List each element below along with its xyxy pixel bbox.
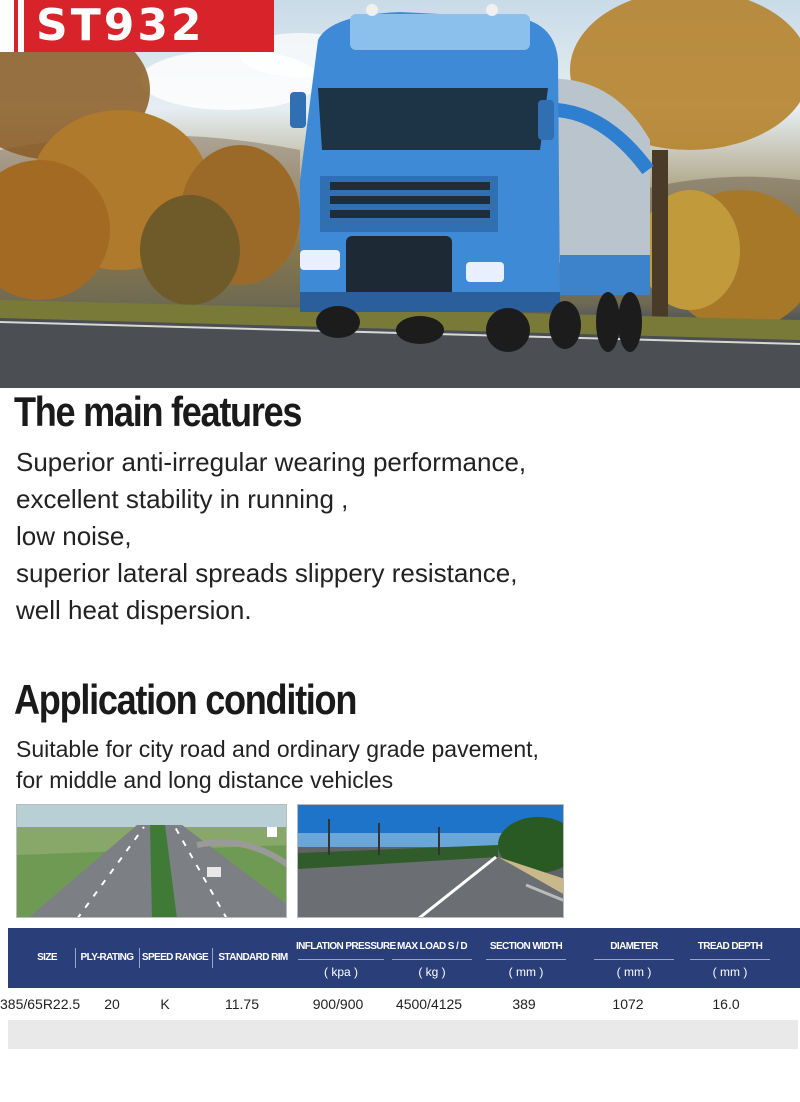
header-underline <box>594 959 674 960</box>
feature-item: well heat dispersion. <box>16 595 252 625</box>
cell-standard-rim: 11.75 <box>225 996 259 1012</box>
model-badge <box>0 0 274 52</box>
feature-item: superior lateral spreads slippery resistance, <box>16 558 518 588</box>
header-max-load: MAX LOAD S / D <box>397 941 467 952</box>
header-divider <box>139 948 140 968</box>
header-underline <box>298 959 384 960</box>
model-name: ST932 <box>36 0 205 51</box>
application-description <box>16 734 539 796</box>
spec-table-header <box>8 928 800 988</box>
cell-tread-depth: 16.0 <box>712 996 740 1012</box>
header-underline <box>392 959 472 960</box>
cell-inflation-pressure: 900/900 <box>312 996 364 1012</box>
highway-photo <box>16 804 287 918</box>
header-tread-depth: TREAD DEPTH <box>697 941 763 952</box>
header-inflation-pressure: INFLATION PRESSURE <box>296 941 396 952</box>
table-row <box>0 992 800 1018</box>
header-speed-range: SPEED RANGE <box>141 952 209 963</box>
cell-diameter: 1072 <box>612 996 644 1012</box>
header-diameter: DIAMETER <box>610 941 658 952</box>
application-line: Suitable for city road and ordinary grade pavement, <box>16 736 539 762</box>
cell-max-load: 4500/4125 <box>395 996 463 1012</box>
application-line: for middle and long distance vehicles <box>16 767 394 793</box>
table-row-empty <box>8 1020 798 1049</box>
badge-stripe <box>0 0 14 52</box>
header-inflation-unit: ( kpa ) <box>323 965 358 979</box>
header-divider <box>212 948 213 968</box>
hero-image <box>0 0 800 388</box>
header-underline <box>690 959 770 960</box>
header-size: SIZE <box>37 952 57 963</box>
truck-illustration <box>0 0 800 388</box>
header-tread-depth-unit: ( mm ) <box>712 965 748 979</box>
feature-item: excellent stability in running , <box>16 484 349 514</box>
cell-section-width: 389 <box>512 996 536 1012</box>
cell-ply-rating: 20 <box>104 996 120 1012</box>
cell-size: 385/65R22.5 <box>0 996 81 1012</box>
application-heading: Application condition <box>14 676 357 723</box>
feature-item: Superior anti-irregular wearing performance, <box>16 447 527 477</box>
feature-item: low noise, <box>16 521 132 551</box>
header-diameter-unit: ( mm ) <box>616 965 652 979</box>
features-heading: The main features <box>14 388 302 435</box>
city-road-photo <box>297 804 564 918</box>
header-section-width: SECTION WIDTH <box>489 941 563 952</box>
features-list <box>16 444 526 629</box>
badge-stripe <box>18 0 24 52</box>
header-standard-rim: STANDARD RIM <box>218 952 288 963</box>
cell-speed-range: K <box>160 996 170 1012</box>
header-divider <box>75 948 76 968</box>
header-max-load-unit: ( kg ) <box>418 965 446 979</box>
header-section-width-unit: ( mm ) <box>508 965 544 979</box>
header-underline <box>486 959 566 960</box>
header-ply-rating: PLY-RATING <box>80 952 134 963</box>
